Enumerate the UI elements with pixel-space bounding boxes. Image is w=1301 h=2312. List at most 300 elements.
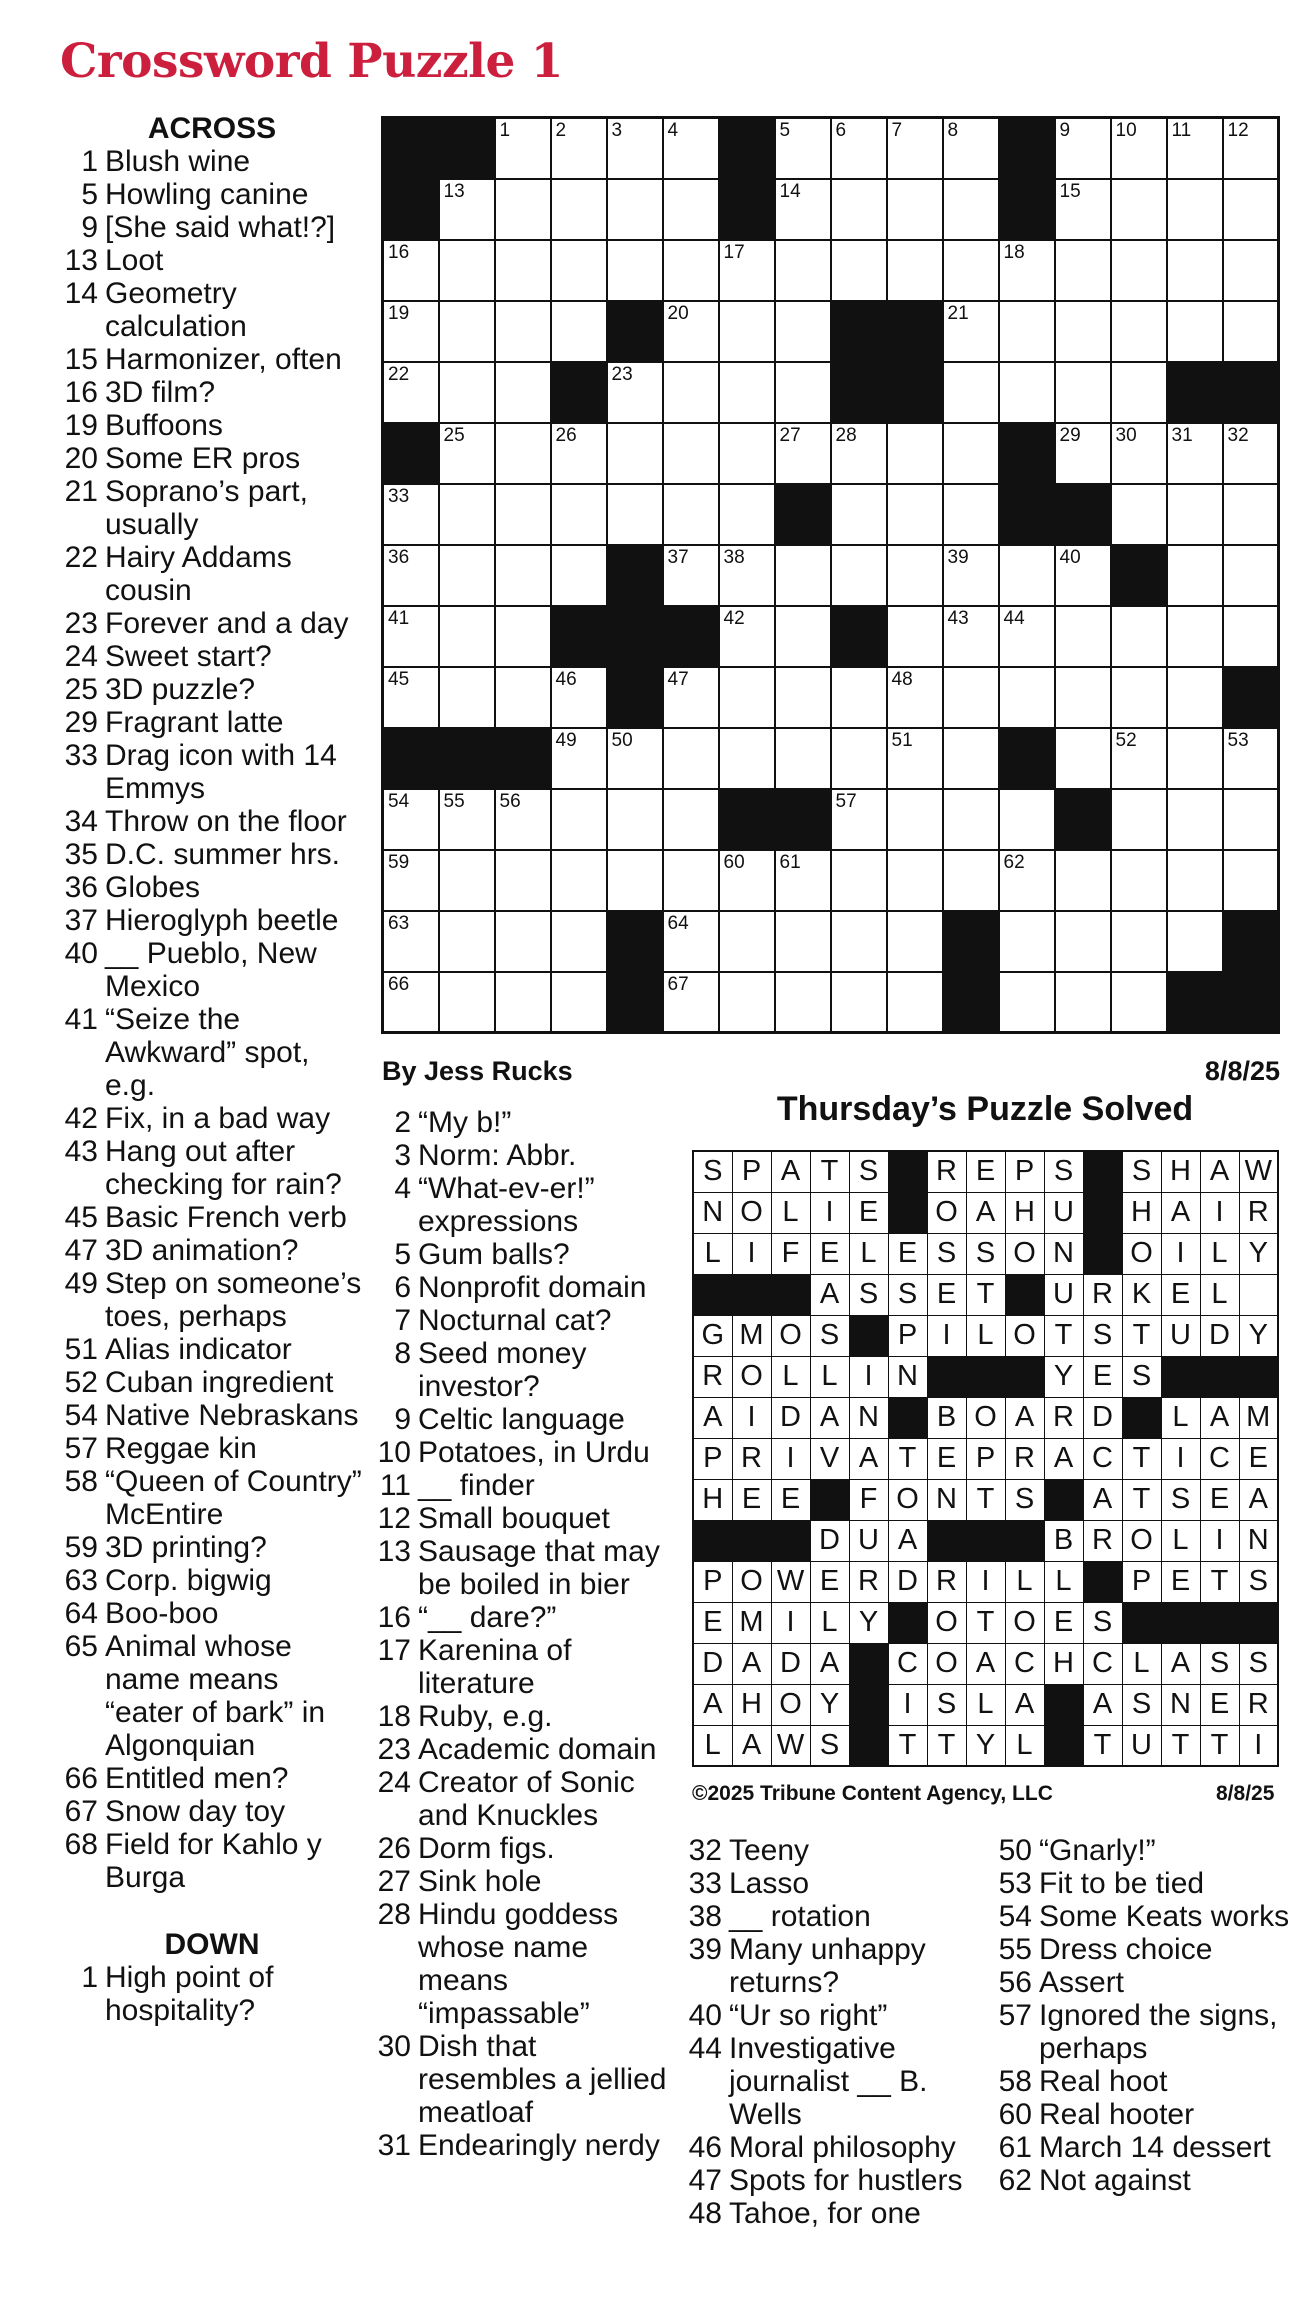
solution-letter: R: [732, 1438, 771, 1479]
grid-cell[interactable]: [383, 850, 439, 911]
grid-cell[interactable]: [551, 972, 607, 1033]
grid-cell[interactable]: [887, 789, 943, 850]
grid-cell[interactable]: [1223, 606, 1279, 667]
grid-cell[interactable]: [775, 240, 831, 301]
grid-cell[interactable]: [495, 606, 551, 667]
solution-letter: A: [1161, 1192, 1200, 1233]
grid-cell[interactable]: [495, 179, 551, 240]
solution-letter: S: [927, 1684, 966, 1725]
grid-cell[interactable]: [943, 362, 999, 423]
solution-row: [693, 1151, 1278, 1192]
grid-cell[interactable]: [495, 789, 551, 850]
grid-cell[interactable]: [887, 850, 943, 911]
grid-cell[interactable]: [383, 606, 439, 667]
clue-item: [375, 1403, 675, 1436]
grid-cell[interactable]: [1167, 789, 1223, 850]
grid-cell[interactable]: [663, 301, 719, 362]
grid-cell[interactable]: [607, 484, 663, 545]
grid-cell[interactable]: [719, 301, 775, 362]
grid-cell[interactable]: [719, 545, 775, 606]
grid-cell[interactable]: [1111, 362, 1167, 423]
grid-cell[interactable]: [1167, 179, 1223, 240]
cell-number: 27: [779, 424, 801, 446]
solution-letter: A: [1005, 1397, 1044, 1438]
solution-black-square: [1239, 1602, 1278, 1643]
grid-cell[interactable]: [663, 484, 719, 545]
clue-text: “My b!”: [418, 1106, 512, 1139]
grid-cell[interactable]: [439, 423, 495, 484]
black-square: [439, 728, 495, 789]
grid-cell[interactable]: [719, 423, 775, 484]
grid-cell[interactable]: [495, 911, 551, 972]
grid-cell[interactable]: [775, 850, 831, 911]
grid-cell[interactable]: [831, 911, 887, 972]
solution-letter: E: [927, 1274, 966, 1315]
grid-cell[interactable]: [999, 606, 1055, 667]
grid-cell[interactable]: [663, 179, 719, 240]
solution-row: [693, 1561, 1278, 1602]
grid-cell[interactable]: [495, 118, 551, 179]
crossword-grid: [381, 116, 1280, 1034]
grid-cell[interactable]: [1167, 118, 1223, 179]
solution-letter: L: [1200, 1233, 1239, 1274]
grid-cell[interactable]: [887, 423, 943, 484]
grid-cell[interactable]: [1167, 545, 1223, 606]
grid-cell[interactable]: [719, 484, 775, 545]
solution-letter: L: [1200, 1274, 1239, 1315]
grid-cell[interactable]: [1167, 484, 1223, 545]
grid-cell[interactable]: [607, 179, 663, 240]
clue-number: 33: [64, 739, 98, 772]
grid-cell[interactable]: [383, 240, 439, 301]
grid-cell[interactable]: [439, 667, 495, 728]
grid-cell[interactable]: [831, 118, 887, 179]
solution-letter: L: [1122, 1643, 1161, 1684]
grid-cell[interactable]: [1167, 240, 1223, 301]
black-square: [439, 118, 495, 179]
grid-cell[interactable]: [607, 118, 663, 179]
grid-cell[interactable]: [607, 423, 663, 484]
grid-cell[interactable]: [551, 240, 607, 301]
grid-cell[interactable]: [887, 179, 943, 240]
solution-letter: O: [888, 1479, 927, 1520]
solution-letter: E: [1083, 1356, 1122, 1397]
grid-cell[interactable]: [551, 484, 607, 545]
black-square: [999, 484, 1055, 545]
grid-cell[interactable]: [1223, 118, 1279, 179]
grid-cell[interactable]: [943, 667, 999, 728]
grid-cell[interactable]: [551, 911, 607, 972]
solution-black-square: [849, 1725, 888, 1766]
grid-cell[interactable]: [1223, 240, 1279, 301]
clue-number: 13: [377, 1535, 411, 1568]
grid-cell[interactable]: [775, 911, 831, 972]
grid-cell[interactable]: [1111, 728, 1167, 789]
grid-cell[interactable]: [663, 545, 719, 606]
cell-number: 41: [388, 607, 410, 629]
grid-cell[interactable]: [551, 301, 607, 362]
grid-cell[interactable]: [663, 789, 719, 850]
grid-cell[interactable]: [663, 667, 719, 728]
grid-cell[interactable]: [775, 972, 831, 1033]
grid-cell[interactable]: [887, 484, 943, 545]
clue-text: Alias indicator: [105, 1333, 292, 1366]
solution-letter: C: [1200, 1438, 1239, 1479]
grid-cell[interactable]: [999, 545, 1055, 606]
clue-number: 32: [688, 1834, 722, 1867]
solution-letter: A: [810, 1397, 849, 1438]
solution-letter: P: [1122, 1561, 1161, 1602]
grid-cell[interactable]: [1055, 667, 1111, 728]
grid-cell[interactable]: [719, 728, 775, 789]
clue-number: 34: [64, 805, 98, 838]
clue-number: 33: [688, 1867, 722, 1900]
grid-cell[interactable]: [1111, 240, 1167, 301]
grid-cell[interactable]: [1111, 789, 1167, 850]
cell-number: 42: [723, 607, 745, 629]
grid-cell[interactable]: [943, 301, 999, 362]
grid-cell[interactable]: [1223, 301, 1279, 362]
grid-cell[interactable]: [943, 240, 999, 301]
grid-cell[interactable]: [1223, 789, 1279, 850]
cell-number: 53: [1227, 729, 1249, 751]
grid-cell[interactable]: [663, 423, 719, 484]
grid-cell[interactable]: [1055, 728, 1111, 789]
solution-letter: R: [1083, 1274, 1122, 1315]
grid-cell[interactable]: [999, 972, 1055, 1033]
grid-cell[interactable]: [831, 179, 887, 240]
grid-cell[interactable]: [831, 972, 887, 1033]
solution-letter: P: [732, 1151, 771, 1192]
grid-cell[interactable]: [775, 362, 831, 423]
grid-cell[interactable]: [775, 301, 831, 362]
solution-letter: A: [1200, 1397, 1239, 1438]
grid-cell[interactable]: [551, 423, 607, 484]
grid-cell[interactable]: [887, 240, 943, 301]
solution-letter: D: [1083, 1397, 1122, 1438]
grid-cell[interactable]: [439, 240, 495, 301]
grid-cell[interactable]: [775, 545, 831, 606]
black-square: [999, 179, 1055, 240]
solution-letter: S: [849, 1274, 888, 1315]
grid-cell[interactable]: [383, 972, 439, 1033]
grid-cell[interactable]: [999, 667, 1055, 728]
solution-black-square: [888, 1602, 927, 1643]
grid-cell[interactable]: [663, 972, 719, 1033]
grid-cell[interactable]: [1055, 972, 1111, 1033]
clue-item: [996, 2131, 1296, 2164]
grid-cell[interactable]: [999, 911, 1055, 972]
grid-cell[interactable]: [775, 179, 831, 240]
grid-cell[interactable]: [551, 545, 607, 606]
grid-cell[interactable]: [1167, 911, 1223, 972]
clue-text: Norm: Abbr.: [418, 1139, 577, 1172]
grid-cell[interactable]: [719, 667, 775, 728]
grid-cell[interactable]: [495, 240, 551, 301]
black-square: [495, 728, 551, 789]
solution-row: [693, 1397, 1278, 1438]
grid-cell[interactable]: [1055, 118, 1111, 179]
grid-cell[interactable]: [439, 301, 495, 362]
grid-cell[interactable]: [1111, 484, 1167, 545]
grid-cell[interactable]: [439, 911, 495, 972]
solution-letter: I: [810, 1192, 849, 1233]
clue-number: 65: [64, 1630, 98, 1663]
cell-number: 37: [667, 546, 689, 568]
grid-cell[interactable]: [1055, 240, 1111, 301]
grid-cell[interactable]: [1055, 179, 1111, 240]
solution-letter: E: [1044, 1602, 1083, 1643]
grid-cell[interactable]: [1055, 301, 1111, 362]
black-square: [1223, 972, 1279, 1033]
clue-item: [375, 2030, 675, 2129]
grid-cell[interactable]: [663, 728, 719, 789]
clue-item: [375, 1436, 675, 1469]
clue-text: Sweet start?: [105, 640, 272, 673]
grid-cell[interactable]: [383, 789, 439, 850]
grid-cell[interactable]: [719, 911, 775, 972]
grid-cell[interactable]: [495, 545, 551, 606]
solution-letter: E: [1200, 1684, 1239, 1725]
clue-item: [62, 1267, 362, 1333]
grid-cell[interactable]: [607, 850, 663, 911]
black-square: [999, 423, 1055, 484]
clue-item: [62, 1333, 362, 1366]
grid-cell[interactable]: [999, 850, 1055, 911]
clue-text: Basic French verb: [105, 1201, 347, 1234]
grid-cell[interactable]: [551, 179, 607, 240]
grid-cell[interactable]: [999, 301, 1055, 362]
grid-cell[interactable]: [1223, 728, 1279, 789]
solution-letter: O: [1122, 1233, 1161, 1274]
grid-cell[interactable]: [663, 911, 719, 972]
solution-letter: U: [849, 1520, 888, 1561]
grid-cell[interactable]: [1055, 362, 1111, 423]
grid-cell[interactable]: [943, 118, 999, 179]
grid-cell[interactable]: [943, 423, 999, 484]
grid-cell[interactable]: [1111, 850, 1167, 911]
clue-number: 40: [688, 1999, 722, 2032]
clue-number: 5: [81, 178, 98, 211]
clue-number: 44: [688, 2032, 722, 2065]
black-square: [383, 423, 439, 484]
grid-cell[interactable]: [1111, 911, 1167, 972]
grid-cell[interactable]: [1167, 606, 1223, 667]
grid-cell[interactable]: [775, 423, 831, 484]
clue-item: [375, 1898, 675, 2030]
clue-text: Gum balls?: [418, 1238, 570, 1271]
cell-number: 30: [1115, 424, 1137, 446]
grid-cell[interactable]: [439, 606, 495, 667]
grid-cell[interactable]: [1111, 667, 1167, 728]
grid-cell[interactable]: [383, 484, 439, 545]
grid-cell[interactable]: [439, 789, 495, 850]
solution-letter: S: [1122, 1356, 1161, 1397]
grid-cell[interactable]: [551, 850, 607, 911]
grid-cell[interactable]: [663, 240, 719, 301]
solution-letter: T: [1161, 1725, 1200, 1766]
grid-cell[interactable]: [719, 362, 775, 423]
solution-letter: S: [1122, 1151, 1161, 1192]
grid-cell[interactable]: [1167, 423, 1223, 484]
solution-letter: O: [732, 1561, 771, 1602]
grid-cell[interactable]: [439, 179, 495, 240]
clue-number: 27: [377, 1865, 411, 1898]
solution-row: [693, 1725, 1278, 1766]
grid-cell[interactable]: [439, 484, 495, 545]
cell-number: 20: [667, 302, 689, 324]
solution-black-square: [888, 1397, 927, 1438]
grid-cell[interactable]: [775, 118, 831, 179]
grid-cell[interactable]: [551, 667, 607, 728]
grid-cell[interactable]: [383, 545, 439, 606]
grid-cell[interactable]: [999, 789, 1055, 850]
grid-cell[interactable]: [719, 850, 775, 911]
clue-text: Step on someone’s toes, perhaps: [105, 1267, 362, 1333]
grid-cell[interactable]: [943, 789, 999, 850]
grid-cell[interactable]: [943, 179, 999, 240]
solution-letter: N: [927, 1479, 966, 1520]
grid-cell[interactable]: [831, 240, 887, 301]
grid-cell[interactable]: [719, 606, 775, 667]
grid-cell[interactable]: [1111, 179, 1167, 240]
grid-cell[interactable]: [775, 728, 831, 789]
grid-cell[interactable]: [551, 789, 607, 850]
clue-number: 47: [64, 1234, 98, 1267]
clue-text: “Ur so right”: [729, 1999, 888, 2032]
grid-cell[interactable]: [1055, 545, 1111, 606]
clue-item: [62, 442, 362, 475]
cell-number: 4: [667, 120, 679, 141]
clue-text: Snow day toy: [105, 1795, 286, 1828]
grid-cell[interactable]: [831, 728, 887, 789]
grid-cell[interactable]: [495, 484, 551, 545]
solution-letter: S: [927, 1233, 966, 1274]
grid-cell[interactable]: [999, 240, 1055, 301]
grid-cell[interactable]: [1223, 423, 1279, 484]
grid-cell[interactable]: [943, 545, 999, 606]
clue-item: [375, 2129, 675, 2162]
clue-text: Ruby, e.g.: [418, 1700, 553, 1733]
grid-cell[interactable]: [495, 423, 551, 484]
grid-cell[interactable]: [383, 301, 439, 362]
grid-cell[interactable]: [551, 728, 607, 789]
grid-cell[interactable]: [495, 972, 551, 1033]
grid-cell[interactable]: [719, 240, 775, 301]
grid-cell[interactable]: [663, 118, 719, 179]
grid-cell[interactable]: [943, 728, 999, 789]
solution-letter: I: [771, 1438, 810, 1479]
grid-cell[interactable]: [1111, 301, 1167, 362]
grid-cell[interactable]: [831, 423, 887, 484]
grid-cell[interactable]: [607, 240, 663, 301]
grid-cell[interactable]: [775, 606, 831, 667]
grid-cell[interactable]: [1055, 850, 1111, 911]
grid-cell[interactable]: [775, 667, 831, 728]
grid-cell[interactable]: [1167, 850, 1223, 911]
grid-cell[interactable]: [607, 789, 663, 850]
grid-cell[interactable]: [1223, 484, 1279, 545]
clue-item: [686, 2131, 986, 2164]
grid-cell[interactable]: [1167, 301, 1223, 362]
grid-cell[interactable]: [663, 850, 719, 911]
grid-cell[interactable]: [1223, 850, 1279, 911]
grid-cell[interactable]: [719, 972, 775, 1033]
grid-cell[interactable]: [1167, 728, 1223, 789]
grid-cell[interactable]: [831, 667, 887, 728]
grid-cell[interactable]: [887, 545, 943, 606]
grid-cell[interactable]: [1223, 179, 1279, 240]
grid-cell[interactable]: [1111, 972, 1167, 1033]
clue-number: 61: [998, 2131, 1032, 2164]
grid-cell[interactable]: [663, 362, 719, 423]
grid-cell[interactable]: [383, 911, 439, 972]
grid-cell[interactable]: [439, 850, 495, 911]
grid-cell[interactable]: [1055, 423, 1111, 484]
grid-cell[interactable]: [495, 301, 551, 362]
grid-cell[interactable]: [887, 911, 943, 972]
grid-cell[interactable]: [383, 362, 439, 423]
grid-cell[interactable]: [607, 728, 663, 789]
grid-cell[interactable]: [887, 728, 943, 789]
grid-cell[interactable]: [439, 362, 495, 423]
black-square: [607, 606, 663, 667]
grid-cell[interactable]: [999, 362, 1055, 423]
clue-text: Spots for hustlers: [729, 2164, 963, 2197]
clue-item: [62, 1465, 362, 1531]
down-clues-col-4: [996, 1834, 1296, 2197]
solution-row: [693, 1602, 1278, 1643]
grid-cell[interactable]: [887, 118, 943, 179]
clue-item: [62, 475, 362, 541]
grid-cell[interactable]: [439, 545, 495, 606]
grid-cell[interactable]: [887, 972, 943, 1033]
grid-cell[interactable]: [943, 484, 999, 545]
grid-cell[interactable]: [943, 850, 999, 911]
grid-cell[interactable]: [495, 850, 551, 911]
clue-item: [375, 1238, 675, 1271]
cell-number: 18: [1003, 241, 1025, 263]
clue-text: “Gnarly!”: [1039, 1834, 1156, 1867]
clue-number: 64: [64, 1597, 98, 1630]
grid-cell[interactable]: [943, 606, 999, 667]
grid-cell[interactable]: [1055, 606, 1111, 667]
grid-cell[interactable]: [831, 484, 887, 545]
grid-cell[interactable]: [1111, 606, 1167, 667]
grid-cell[interactable]: [831, 789, 887, 850]
solution-letter: E: [1200, 1479, 1239, 1520]
grid-cell[interactable]: [1111, 118, 1167, 179]
grid-cell[interactable]: [495, 362, 551, 423]
grid-cell[interactable]: [1167, 667, 1223, 728]
grid-cell[interactable]: [439, 972, 495, 1033]
grid-cell[interactable]: [551, 118, 607, 179]
clue-item: [62, 1828, 362, 1894]
grid-cell[interactable]: [1111, 423, 1167, 484]
solution-letter: A: [1200, 1151, 1239, 1192]
grid-cell[interactable]: [831, 850, 887, 911]
grid-cell[interactable]: [1055, 911, 1111, 972]
solution-letter: L: [693, 1233, 732, 1274]
grid-cell[interactable]: [607, 362, 663, 423]
grid-cell[interactable]: [495, 667, 551, 728]
grid-cell[interactable]: [831, 545, 887, 606]
black-square: [1223, 362, 1279, 423]
grid-cell[interactable]: [887, 606, 943, 667]
grid-cell[interactable]: [383, 667, 439, 728]
grid-cell[interactable]: [887, 667, 943, 728]
grid-cell[interactable]: [1223, 545, 1279, 606]
